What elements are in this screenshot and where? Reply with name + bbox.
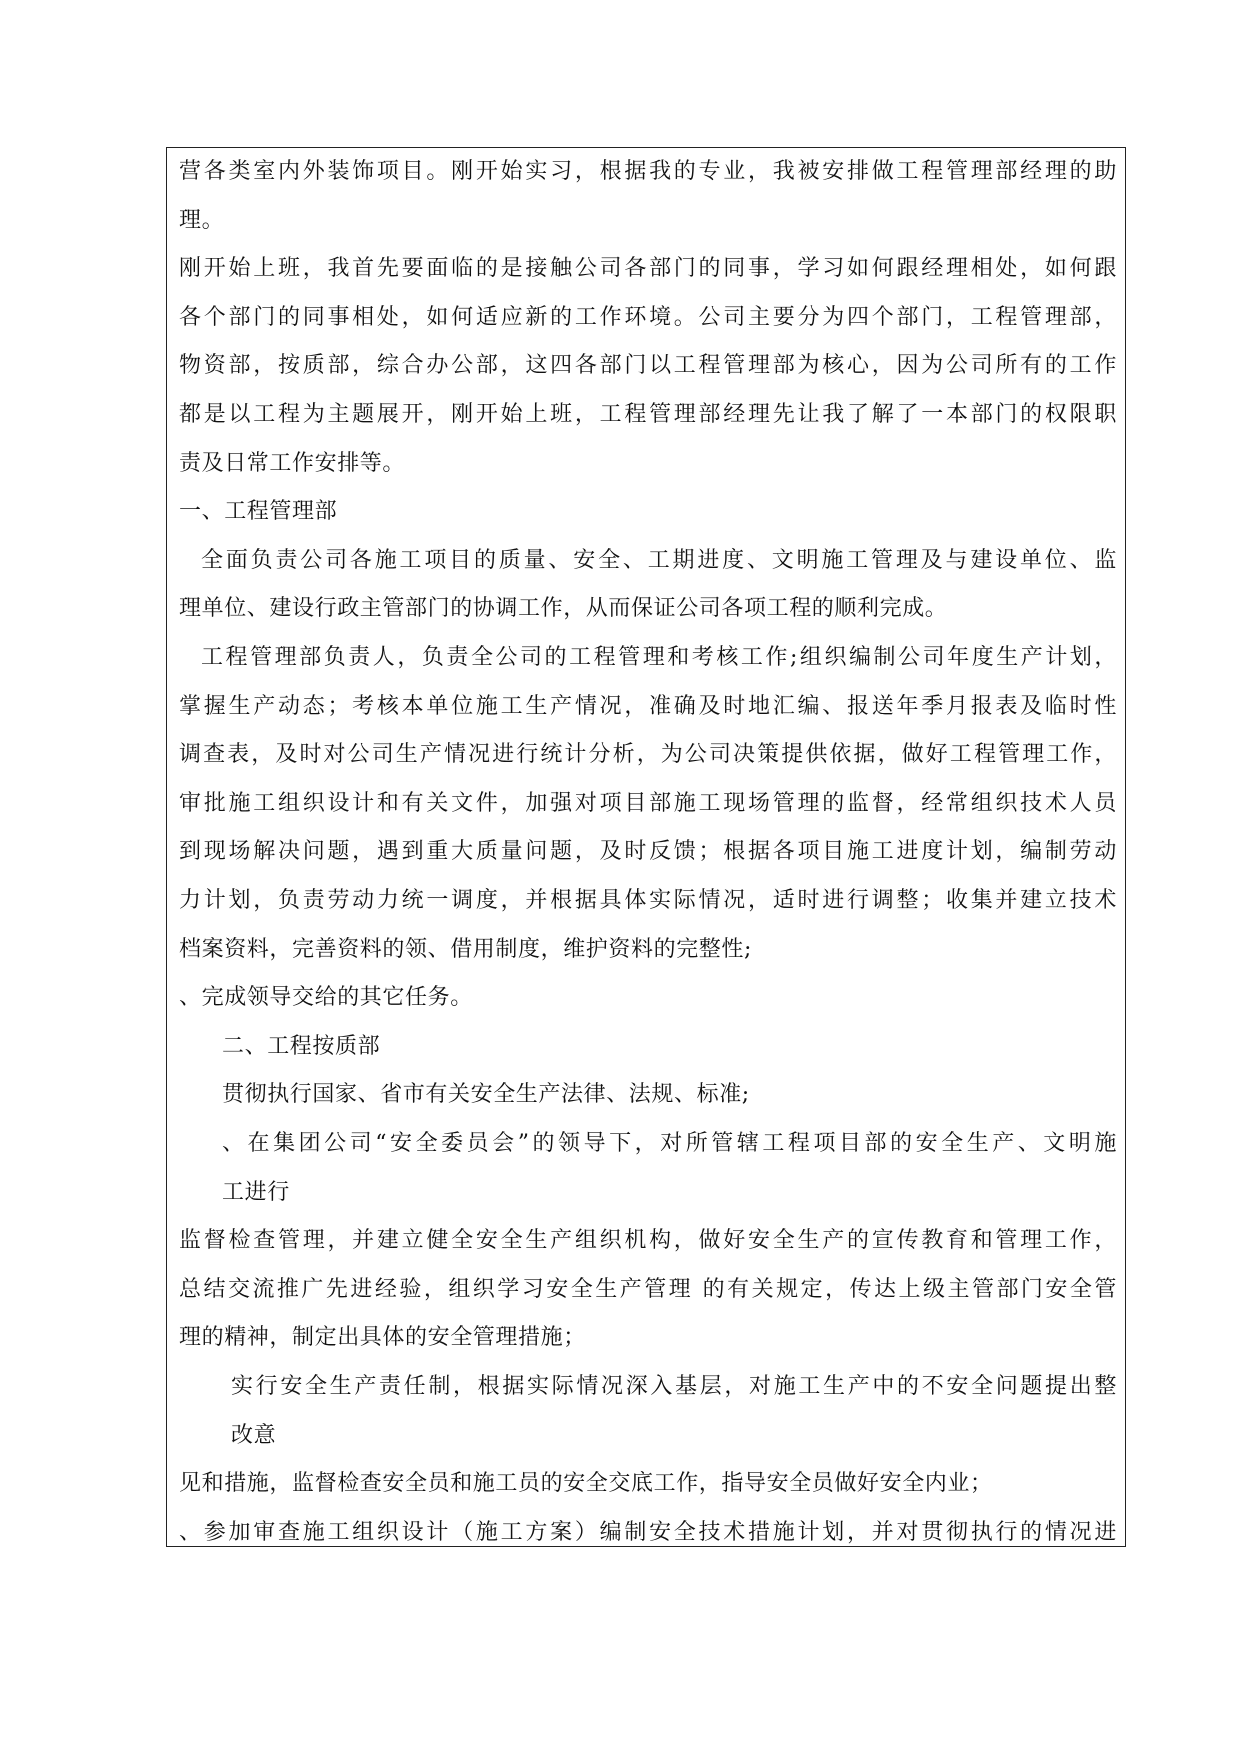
text-line: 、参加审查施工组织设计（施工方案）编制安全技术措施计划，并对贯彻执行的情况进 bbox=[179, 1519, 1117, 1545]
text-line: 工程管理部负责人，负责全公司的工程管理和考核工作;组织编制公司年度生产计划， bbox=[201, 645, 1117, 670]
text-line: 工进行 bbox=[222, 1179, 290, 1205]
text-line: 刚开始上班，我首先要面临的是接触公司各部门的同事，学习如何跟经理相处，如何跟 bbox=[179, 256, 1117, 282]
text-line: 各个部门的同事相处，如何适应新的工作环境。公司主要分为四个部门，工程管理部， bbox=[179, 304, 1117, 330]
text-line: 二、工程按质部 bbox=[222, 1033, 381, 1059]
text-line: 都是以工程为主题展开，刚开始上班，工程管理部经理先让我了解了一本部门的权限职 bbox=[179, 402, 1117, 427]
document-frame bbox=[166, 147, 1126, 1547]
text-line: 一、工程管理部 bbox=[179, 499, 338, 525]
text-line: 贯彻执行国家、省市有关安全生产法律、法规、标准; bbox=[222, 1082, 750, 1108]
text-line: 监督检查管理，并建立健全安全生产组织机构，做好安全生产的宣传教育和管理工作， bbox=[179, 1228, 1117, 1254]
text-line: 总结交流推广先进经验，组织学习安全生产管理 的有关规定，传达上级主管部门安全管 bbox=[179, 1276, 1117, 1302]
text-line: 、在集团公司“安全委员会”的领导下，对所管辖工程项目部的安全生产、文明施 bbox=[222, 1131, 1117, 1156]
text-line: 理。 bbox=[179, 207, 225, 233]
text-line: 营各类室内外装饰项目。刚开始实习，根据我的专业，我被安排做工程管理部经理的助 bbox=[179, 159, 1117, 184]
text-line: 责及日常工作安排等。 bbox=[179, 450, 406, 476]
text-line: 物资部，按质部，综合办公部，这四各部门以工程管理部为核心，因为公司所有的工作 bbox=[179, 353, 1117, 379]
text-line: 改意 bbox=[231, 1422, 277, 1448]
text-line: 到现场解决问题，遇到重大质量问题，及时反馈；根据各项目施工进度计划，编制劳动 bbox=[179, 839, 1117, 865]
text-line: 掌握生产动态；考核本单位施工生产情况，准确及时地汇编、报送年季月报表及临时性 bbox=[179, 693, 1117, 719]
text-line: 力计划，负责劳动力统一调度，并根据具体实际情况，适时进行调整；收集并建立技术 bbox=[179, 888, 1117, 913]
text-line: 、完成领导交给的其它任务。 bbox=[179, 985, 473, 1011]
text-line: 实行安全生产责任制，根据实际情况深入基层，对施工生产中的不安全问题提出整 bbox=[231, 1374, 1117, 1399]
text-line: 调查表，及时对公司生产情况进行统计分析，为公司决策提供依据，做好工程管理工作， bbox=[179, 742, 1117, 768]
text-line: 理单位、建设行政主管部门的协调工作，从而保证公司各项工程的顺利完成。 bbox=[179, 596, 948, 622]
text-line: 见和措施，监督检查安全员和施工员的安全交底工作，指导安全员做好安全内业； bbox=[179, 1471, 993, 1497]
text-line: 全面负责公司各施工项目的质量、安全、工期进度、文明施工管理及与建设单位、监 bbox=[201, 547, 1117, 573]
text-line: 档案资料，完善资料的领、借用制度，维护资料的完整性; bbox=[179, 936, 753, 962]
text-line: 审批施工组织设计和有关文件，加强对项目部施工现场管理的监督，经常组织技术人员 bbox=[179, 790, 1117, 816]
text-line: 理的精神，制定出具体的安全管理措施； bbox=[179, 1325, 586, 1351]
